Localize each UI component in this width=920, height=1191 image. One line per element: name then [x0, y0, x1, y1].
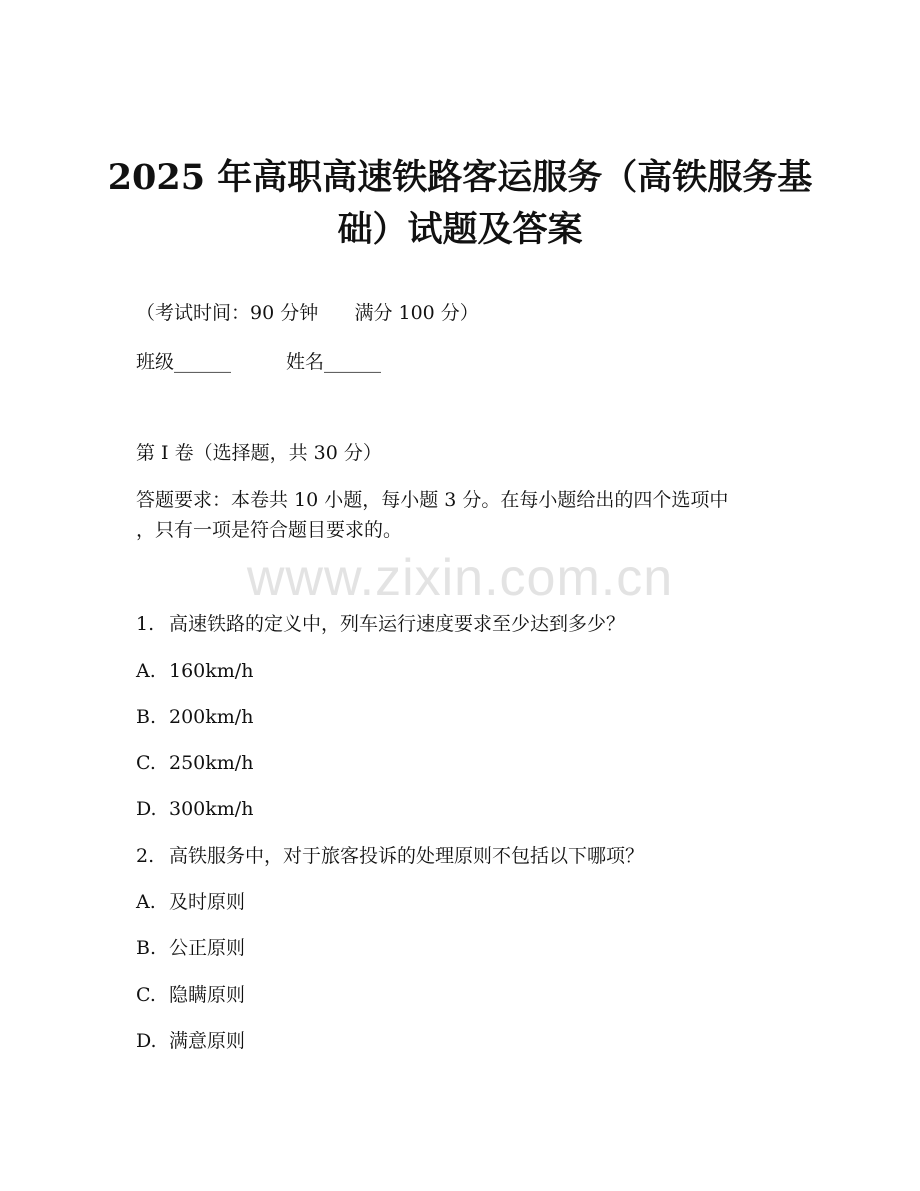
option-letter: B. [136, 706, 157, 728]
option-letter: C. [136, 752, 156, 774]
name-field: 姓名______ [286, 351, 382, 373]
question-text: 高速铁路的定义中，列车运行速度要求至少达到多少？ [169, 613, 626, 635]
option-1-b [136, 704, 253, 730]
option-letter: D. [136, 1030, 157, 1052]
option-2-b [136, 935, 245, 961]
option-text: 200km/h [169, 706, 254, 728]
exam-time-info: （考试时间：90 分钟 满分 100 分） [136, 302, 479, 324]
option-text: 160km/h [169, 660, 254, 682]
question-2 [136, 843, 644, 869]
option-2-c [136, 982, 245, 1008]
option-text: 满意原则 [169, 1030, 246, 1052]
question-text: 高铁服务中，对于旅客投诉的处理原则不包括以下哪项？ [169, 845, 645, 867]
option-letter: D. [136, 798, 157, 820]
option-1-c [136, 750, 253, 776]
question-number: 2. [136, 845, 155, 867]
option-text: 公正原则 [169, 937, 246, 959]
option-letter: C. [136, 984, 156, 1006]
option-text: 及时原则 [169, 891, 246, 913]
option-letter: A. [136, 891, 156, 913]
option-text: 300km/h [169, 798, 254, 820]
option-text: 250km/h [169, 752, 254, 774]
question-number: 1. [136, 613, 155, 635]
option-letter: A. [136, 660, 156, 682]
title-line-2: 础）试题及答案 [337, 209, 583, 250]
title-line-1: 2025 年高职高速铁路客运服务（高铁服务基 [107, 157, 813, 198]
option-1-d [136, 796, 253, 822]
instructions-line-1: 答题要求：本卷共 10 小题，每小题 3 分。在每小题给出的四个选项中 [136, 489, 729, 511]
question-1 [136, 611, 625, 637]
instructions-line-2: ，只有一项是符合题目要求的。 [136, 519, 403, 541]
class-name-row [136, 349, 381, 375]
option-letter: B. [136, 937, 157, 959]
section-heading: 第 I 卷（选择题，共 30 分） [136, 442, 382, 464]
document-title [100, 152, 820, 256]
watermark-text: www.zixin.com.cn [246, 549, 674, 607]
option-1-a [136, 658, 253, 684]
class-field: 班级______ [136, 351, 232, 373]
option-2-a [136, 889, 245, 915]
option-text: 隐瞒原则 [169, 984, 246, 1006]
option-2-d [136, 1028, 245, 1054]
